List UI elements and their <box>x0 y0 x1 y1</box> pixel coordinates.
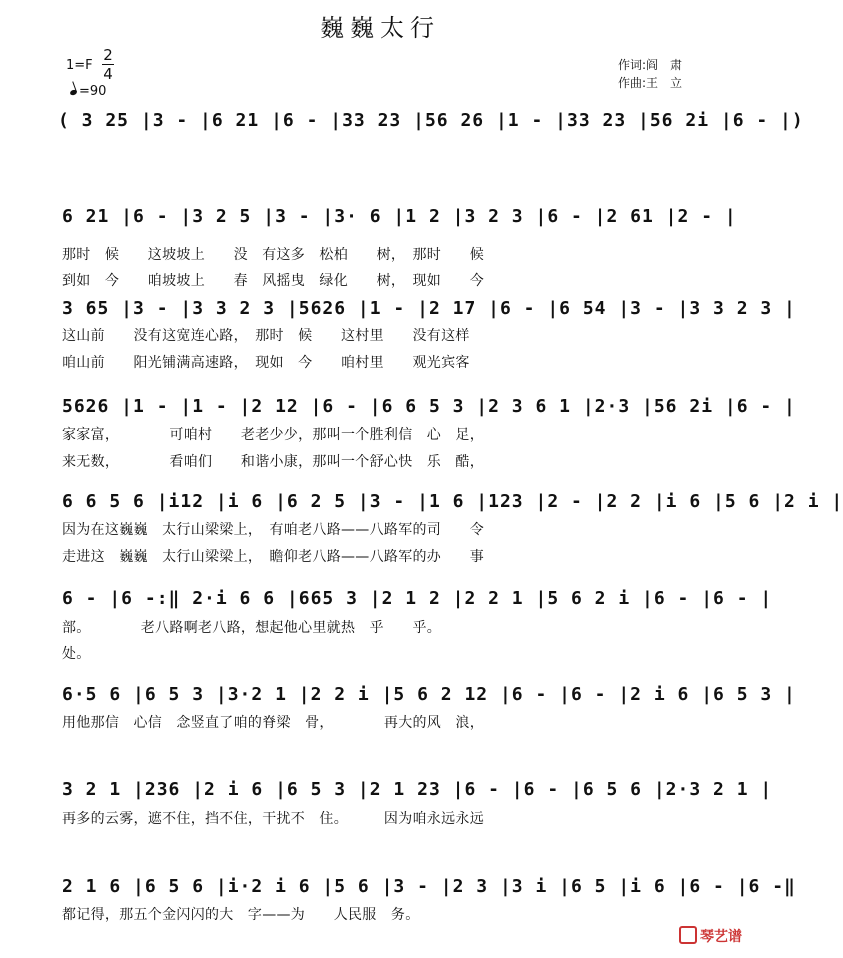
quarter-note-icon <box>69 89 77 96</box>
lyric-line-4a: 家家富， 可咱村 老老少少，那叫一个胜利信 心 足， <box>62 427 484 443</box>
logo-icon <box>679 926 697 944</box>
notation-line-1: ( 3 25 |3 - |6 21 |6 - |33 23 |56 26 |1 - |33 23 |56 2i |6 - |) <box>58 110 804 131</box>
time-signature <box>102 46 114 83</box>
lyric-line-3a: 这山前 没有这宽连心路， 那时 候 这村里 没有这样 <box>62 328 470 344</box>
lyric-line-9: 都记得，那五个金闪闪的大 字——为 人民服 务。 <box>62 907 420 923</box>
lyric-line-4b: 来无数， 看咱们 和谐小康，那叫一个舒心快 乐 酷， <box>62 454 484 470</box>
lyricist-credit: 作词:阎 肃 <box>618 58 683 72</box>
notation-line-5: 6 6 5 6 |i12 |i 6 |6 2 5 |3 - |1 6 |123 |2 - |2 2 |i 6 |5 6 |2 i | <box>62 491 843 512</box>
composer-credit: 作曲:王 立 <box>618 76 683 90</box>
watermark-logo <box>679 926 742 946</box>
lyric-line-8: 再多的云雾，遮不住，挡不住，干扰不 住。 因为咱永远永远 <box>62 811 484 827</box>
key-signature: 1=F <box>66 58 93 73</box>
lyric-line-6a: 部。 老八路啊老八路，想起他心里就热 乎 乎。 <box>62 620 442 636</box>
notation-line-4: 5626 |1 - |1 - |2 12 |6 - |6 6 5 3 |2 3 6 1 |2·3 |56 2i |6 - | <box>62 396 796 417</box>
notation-line-9: 2 1 6 |6 5 6 |i·2 i 6 |5 6 |3 - |2 3 |3 i |6 5 |i 6 |6 - |6 -‖ <box>62 876 796 897</box>
time-top: 2 <box>103 46 113 64</box>
song-title: 巍巍太行 <box>320 14 440 42</box>
lyric-line-7: 用他那信 心信 念竖直了咱的脊梁 骨， 再大的风 浪， <box>62 715 484 731</box>
time-bottom: 4 <box>103 65 113 83</box>
notation-line-6: 6 - |6 -:‖ 2·i 6 6 |665 3 |2 1 2 |2 2 1 |5 6 2 i |6 - |6 - | <box>62 588 773 609</box>
lyric-line-5a: 因为在这巍巍 太行山梁梁上， 有咱老八路——八路军的司 令 <box>62 522 484 538</box>
notation-line-3: 3 65 |3 - |3 3 2 3 |5626 |1 - |2 17 |6 - |6 54 |3 - |3 3 2 3 | <box>62 298 796 319</box>
lyric-line-2b: 到如 今 咱坡坡上 春 风摇曳 绿化 树， 现如 今 <box>62 273 484 289</box>
notation-line-8: 3 2 1 |236 |2 i 6 |6 5 3 |2 1 23 |6 - |6 - |6 5 6 |2·3 2 1 | <box>62 779 773 800</box>
lyric-line-3b: 咱山前 阳光铺满高速路， 现如 今 咱村里 观光宾客 <box>62 355 470 371</box>
lyric-line-2a: 那时 候 这坡坡上 没 有这多 松柏 树， 那时 候 <box>62 247 484 263</box>
lyric-line-6b: 处。 <box>62 646 91 662</box>
notation-line-7: 6·5 6 |6 5 3 |3·2 1 |2 2 i |5 6 2 12 |6 - |6 - |2 i 6 |6 5 3 | <box>62 684 796 705</box>
notation-line-2: 6 21 |6 - |3 2 5 |3 - |3· 6 |1 2 |3 2 3 |6 - |2 61 |2 - | <box>62 206 737 227</box>
lyric-line-5b: 走进这 巍巍 太行山梁梁上， 瞻仰老八路——八路军的办 事 <box>62 549 484 565</box>
tempo-marking <box>70 84 106 99</box>
tempo-value: =90 <box>79 84 107 99</box>
watermark-text: 琴艺谱 <box>700 929 742 945</box>
